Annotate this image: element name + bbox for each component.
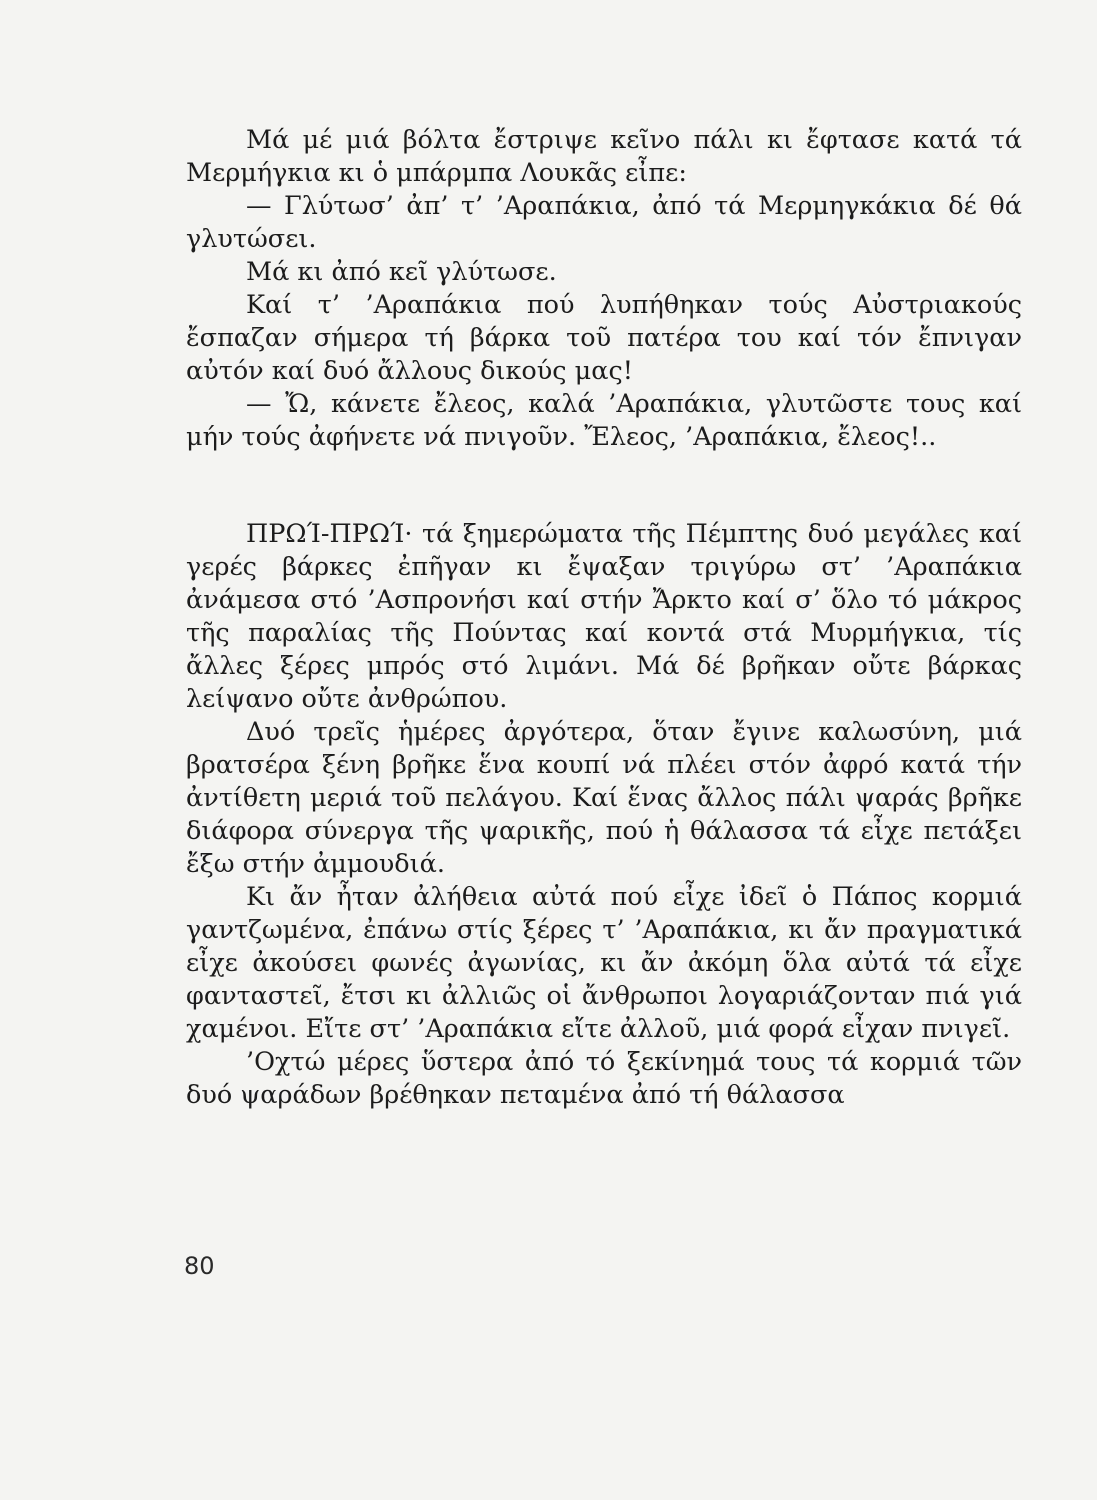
paragraph: Μά κι ἀπό κεῖ γλύτωσε.: [246, 257, 557, 287]
paragraph: Μά μέ μιά βόλτα ἔστριψε κεῖνο πάλι κι ἔφτασε κατά τά Μερμήγκια κι ὁ μπάρμπα Λουκᾶς εἶπε:: [186, 125, 1022, 188]
section-break: [186, 454, 1022, 518]
paragraph: Καί τ’ ’Αραπάκια πού λυπήθηκαν τούς Αὐστριακούς ἔσπαζαν σήμερα τή βάρκα τοῦ πατέρα του καί τόν ἔπνιγαν αὐτόν καί δυό ἄλλους δικούς μας!: [186, 290, 1022, 386]
paragraph: Κι ἄν ἦταν ἀλήθεια αὐτά πού εἶχε ἰδεῖ ὁ Πάπος κορμιά γαντζωμένα, ἐπάνω στίς ξέρες τ’ ’Αραπάκια, κι ἄν πραγματικά εἶχε ἀκούσει φωνές ἀγωνίας, κι ἄν ἀκόμη ὅλα αὐτά τά εἶχε φανταστεῖ, ἔτσι κι ἀλλιῶς οἱ ἄνθρωποι λογαριάζονταν πιά γιά χαμένοι. Εἴτε στ’ ’Αραπάκια εἴτε ἀλλοῦ, μιά φορά εἶχαν πνιγεῖ.: [186, 882, 1022, 1044]
paragraph: — Γλύτωσ’ ἀπ’ τ’ ’Αραπάκια, ἀπό τά Μερμηγκάκια δέ θά γλυτώσει.: [186, 191, 1022, 254]
paragraph: ’Οχτώ μέρες ὕστερα ἀπό τό ξεκίνημά τους τά κορμιά τῶν δυό ψαράδων βρέθηκαν πεταμένα ἀπό τή θάλασσα: [186, 1047, 1022, 1110]
paragraph: ΠΡΩΊ-ΠΡΩΊ· τά ξημερώματα τῆς Πέμπτης δυό μεγάλες καί γερές βάρκες ἐπῆγαν κι ἔψαξαν τριγύρω στ’ ’Αραπάκια ἀνάμεσα στό ’Ασπρονήσι καί στήν Ἄρκτο καί σ’ ὅλο τό μάκρος τῆς παραλίας τῆς Πούντας καί κοντά στά Μυρμήγκια, τίς ἄλλες ξέρες μπρός στό λιμάνι. Μά δέ βρῆκαν οὔτε βάρκας λείψανο οὔτε ἀνθρώπου.: [186, 519, 1022, 714]
page-body: [186, 124, 1022, 1112]
paragraph: Δυό τρεῖς ἡμέρες ἀργότερα, ὅταν ἔγινε καλωσύνη, μιά βρατσέρα ξένη βρῆκε ἕνα κουπί νά πλέει στόν ἀφρό κατά τήν ἀντίθετη μεριά τοῦ πελάγου. Καί ἕνας ἄλλος πάλι ψαράς βρῆκε διάφορα σύνεργα τῆς ψαρικῆς, πού ἡ θάλασσα τά εἶχε πετάξει ἔξω στήν ἀμμουδιά.: [186, 717, 1022, 879]
page-number: 80: [184, 1252, 215, 1280]
paragraph: — Ὤ, κάνετε ἔλεος, καλά ’Αραπάκια, γλυτῶστε τους καί μήν τούς ἀφήνετε νά πνιγοῦν. Ἔλεος, ’Αραπάκια, ἔλεος!..: [186, 389, 1022, 452]
